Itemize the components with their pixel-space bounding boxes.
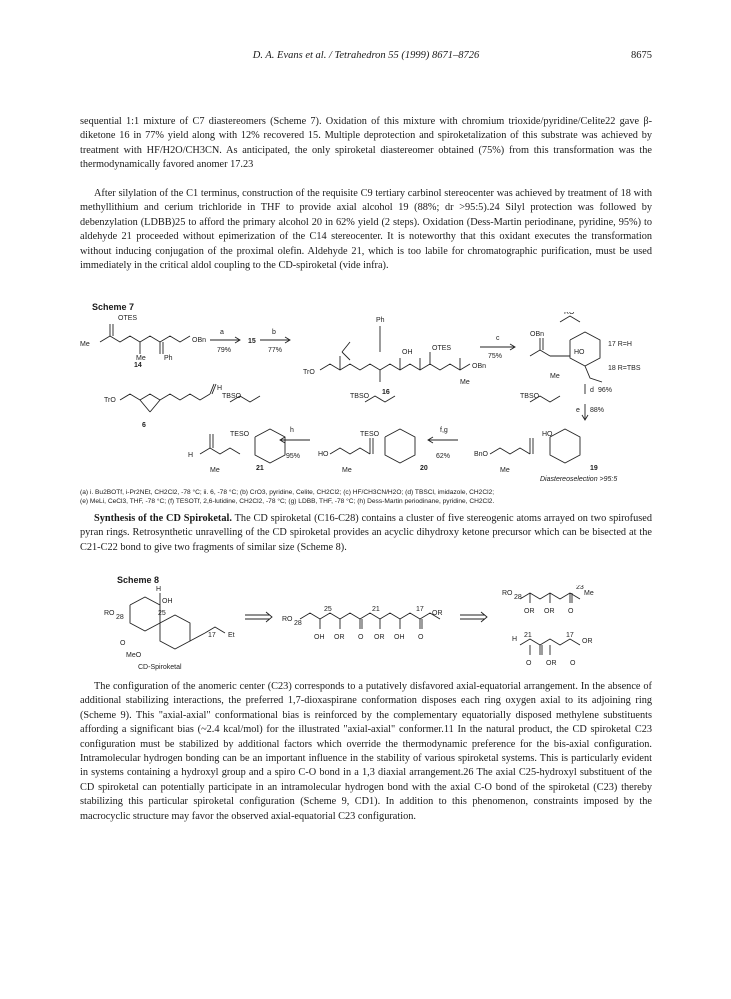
svg-text:28: 28 [116, 614, 124, 621]
svg-text:OR: OR [544, 608, 555, 615]
svg-text:21: 21 [524, 632, 532, 639]
svg-text:O: O [120, 640, 126, 647]
svg-text:OR: OR [524, 608, 535, 615]
paragraph-2: After silylation of the C1 terminus, construction of the requisite C9 tertiary carbinol stereocenter was achieved by treatment of 18 with methyllithium and cerium trichloride in THF to provide axial alcohol 19 (88%; dr >95:5).24 Silyl protection was followed by debenzylation (LDBB)25 to afford the primary alcohol 20 in 62% yield (2 steps). Oxidation (Dess-Martin periodinane, pyridine, 95%) to aldehyde 21 proceeded without epimerization of the C14 stereocenter. It is noteworthy that this oxidant executes the transformation without inducing conjugation of the proximal olefin. Aldehyde 21, which is too labile for chromatographic purification, must be used immediately in the critical aldol coupling to the CD-spiroketal (vide infra). [80, 188, 652, 272]
svg-text:95%: 95% [286, 453, 301, 460]
svg-text:17: 17 [416, 606, 424, 613]
scheme-7-figure [80, 312, 652, 477]
svg-text:OTES: OTES [432, 345, 452, 352]
scheme-8-label: Scheme 8 [117, 575, 160, 585]
svg-text:H: H [217, 385, 223, 392]
svg-text:TBSO: TBSO [222, 393, 242, 400]
svg-text:b: b [272, 329, 276, 336]
svg-text:O: O [526, 660, 532, 667]
svg-text:28: 28 [294, 620, 302, 627]
svg-text:75%: 75% [488, 353, 503, 360]
svg-text:OH: OH [314, 634, 325, 641]
svg-text:19: 19 [590, 465, 598, 472]
svg-text:O: O [418, 634, 424, 641]
svg-text:OH: OH [394, 634, 405, 641]
svg-text:d: d [590, 387, 594, 394]
scheme-7-conditions-2: (e) MeLi, CeCl3, THF, -78 °C; (f) TESOTf, 2,6-lutidine, CH2Cl2, -78 °C; (g) LDBB, THF, -78 °C; (h) Dess-Martin periodinane, pyridine, CH2Cl2. [80, 498, 495, 505]
svg-text:e: e [576, 407, 580, 414]
svg-text:O: O [358, 634, 364, 641]
svg-text:15: 15 [248, 338, 256, 345]
svg-text:17: 17 [566, 632, 574, 639]
svg-text:HO: HO [574, 349, 585, 356]
page-number: 8675 [631, 50, 652, 61]
svg-text:OR: OR [432, 610, 443, 617]
svg-text:62%: 62% [436, 453, 451, 460]
paragraph-1: sequential 1:1 mixture of C7 diastereomers (Scheme 7). Oxidation of this mixture with chromium trioxide/pyridine/Celite22 gave β-diketone 16 in 77% yield along with 12% recovered 15. Multiple deprotection and spiroketalization of this substrate was achieved by treatment with HF/H2O/CH3CN. As anticipated, the only spiroketal diastereomer obtained (75%) from this transformation was the thermodynamically favored anomer 17.23 [80, 116, 652, 171]
svg-text:96%: 96% [598, 387, 613, 394]
svg-text:HO: HO [318, 451, 329, 458]
svg-text:6: 6 [142, 422, 146, 429]
svg-text:88%: 88% [590, 407, 605, 414]
svg-text:HO: HO [542, 431, 553, 438]
svg-text:OH: OH [162, 598, 173, 605]
svg-text:17 R=H: 17 R=H [608, 341, 632, 348]
svg-text:OBn: OBn [192, 337, 207, 344]
svg-text:Me: Me [460, 379, 470, 386]
scheme-7-conditions-1: (a) i. Bu2BOTf, i-Pr2NEt, CH2Cl2, -78 °C; ii. 6, -78 °C; (b) CrO3, pyridine, Celite, CH2Cl2; (c) HF/CH3CN/H2O; (d) TBSCl, imidazole, CH2Cl2; [80, 489, 495, 496]
paragraph-3-text: The CD spiroketal (C16-C28) contains a cluster of five stereogenic atoms arrayed on two spirofused pyran rings. Retrosynthetic unravelling of the CD spiroketal provides an acyclic dihydroxy ketone precursor which can be bisected at the C21-C22 bond to give two fragments of similar size (Scheme 8). [80, 513, 652, 553]
svg-text:23: 23 [576, 585, 584, 591]
svg-text:14: 14 [134, 362, 142, 369]
svg-text:OH: OH [402, 349, 413, 356]
svg-text:Me: Me [500, 467, 510, 474]
svg-text:Et: Et [228, 632, 235, 639]
svg-text:OBn: OBn [472, 363, 487, 370]
svg-text:18 R=TBS: 18 R=TBS [608, 365, 641, 372]
svg-text:Me: Me [80, 341, 90, 348]
svg-text:TrO: TrO [104, 397, 116, 404]
svg-text:OR: OR [582, 638, 593, 645]
svg-text:16: 16 [382, 389, 390, 396]
cd-spiroketal-label: CD-Spiroketal [138, 664, 182, 671]
svg-text:25: 25 [158, 610, 166, 617]
scheme-8-figure [100, 585, 650, 673]
svg-text:TBSO: TBSO [350, 393, 370, 400]
svg-text:Me: Me [210, 467, 220, 474]
svg-text:H: H [512, 636, 518, 643]
svg-text:79%: 79% [217, 347, 232, 354]
svg-text:O: O [568, 608, 574, 615]
svg-text:OR: OR [374, 634, 385, 641]
svg-text:TESO: TESO [230, 431, 250, 438]
paragraph-4: The configuration of the anomeric center (C23) corresponds to a putatively disfavored axial-equatorial arrangement. In the absence of additional stabilizing interactions, the preferred 1,7-dioxaspirane conformation disposes each ring oxygen axial to its adjoining ring (Scheme 9). This "axial-axial" conformational bias is reinforced by the complementary equatorially disposed methylene substituents affording a significant bias (~2.4 kcal/mol) for the illustrated "axial-axial" conformer.11 In the natural product, the CD spiroketal C23 configuration must be stabilized by additional factors which override the thermodynamic preference for the bis-axial configuration. Intramolecular hydrogen bonding can be an important influence in the stability of various spiroketal systems. This is particularly evident in systems containing a hydroxyl group and a spiro C-O bond in a 1,3 diaxial arrangement.26 The axial C25-hydroxyl substituent of the CD spiroketal can potentially participate in an intramolecular hydrogen bond with the axial C-O bond of the spiroketal (C23) thereby stabilizing this particular spiroketal configuration (Scheme 9, CD1). In addition to this phenomenon, constraints imposed by the macrocyclic structure may favor the observed axial-equatorial C23 configuration. [80, 681, 652, 822]
svg-text:TBSO: TBSO [520, 393, 540, 400]
svg-text:MeO: MeO [126, 652, 142, 659]
svg-text:Me: Me [550, 373, 560, 380]
svg-text:a: a [220, 329, 224, 336]
svg-text:21: 21 [372, 606, 380, 613]
svg-text:77%: 77% [268, 347, 283, 354]
svg-text:O: O [570, 660, 576, 667]
svg-text:25: 25 [324, 606, 332, 613]
diastereoselection-note: Diastereoselection >95:5 [540, 476, 618, 483]
svg-text:RO: RO [564, 312, 575, 316]
svg-text:RO: RO [104, 610, 115, 617]
scheme7-label-otes: OTES [118, 315, 138, 322]
svg-text:BnO: BnO [474, 451, 489, 458]
svg-text:Me: Me [584, 590, 594, 597]
svg-text:Me: Me [342, 467, 352, 474]
svg-text:17: 17 [208, 632, 216, 639]
svg-text:c: c [496, 335, 500, 342]
svg-text:RO: RO [502, 590, 513, 597]
svg-text:Me: Me [136, 355, 146, 362]
section-heading: Synthesis of the CD Spiroketal. [94, 513, 232, 524]
svg-text:h: h [290, 427, 294, 434]
paragraph-3 [80, 512, 652, 555]
svg-text:H: H [188, 452, 194, 459]
svg-text:28: 28 [514, 594, 522, 601]
svg-text:OR: OR [546, 660, 557, 667]
svg-text:OR: OR [334, 634, 345, 641]
svg-text:H: H [156, 586, 162, 593]
svg-text:21: 21 [256, 465, 264, 472]
scheme-7-label: Scheme 7 [92, 302, 135, 312]
running-title: D. A. Evans et al. / Tetrahedron 55 (1999) 8671–8726 [252, 50, 480, 61]
svg-text:20: 20 [420, 465, 428, 472]
svg-text:OBn: OBn [530, 331, 545, 338]
svg-text:RO: RO [282, 616, 293, 623]
svg-text:Ph: Ph [376, 317, 385, 324]
svg-text:TESO: TESO [360, 431, 380, 438]
svg-text:TrO: TrO [303, 369, 315, 376]
svg-text:Ph: Ph [164, 355, 173, 362]
running-header [80, 50, 652, 66]
svg-text:f,g: f,g [440, 427, 448, 434]
